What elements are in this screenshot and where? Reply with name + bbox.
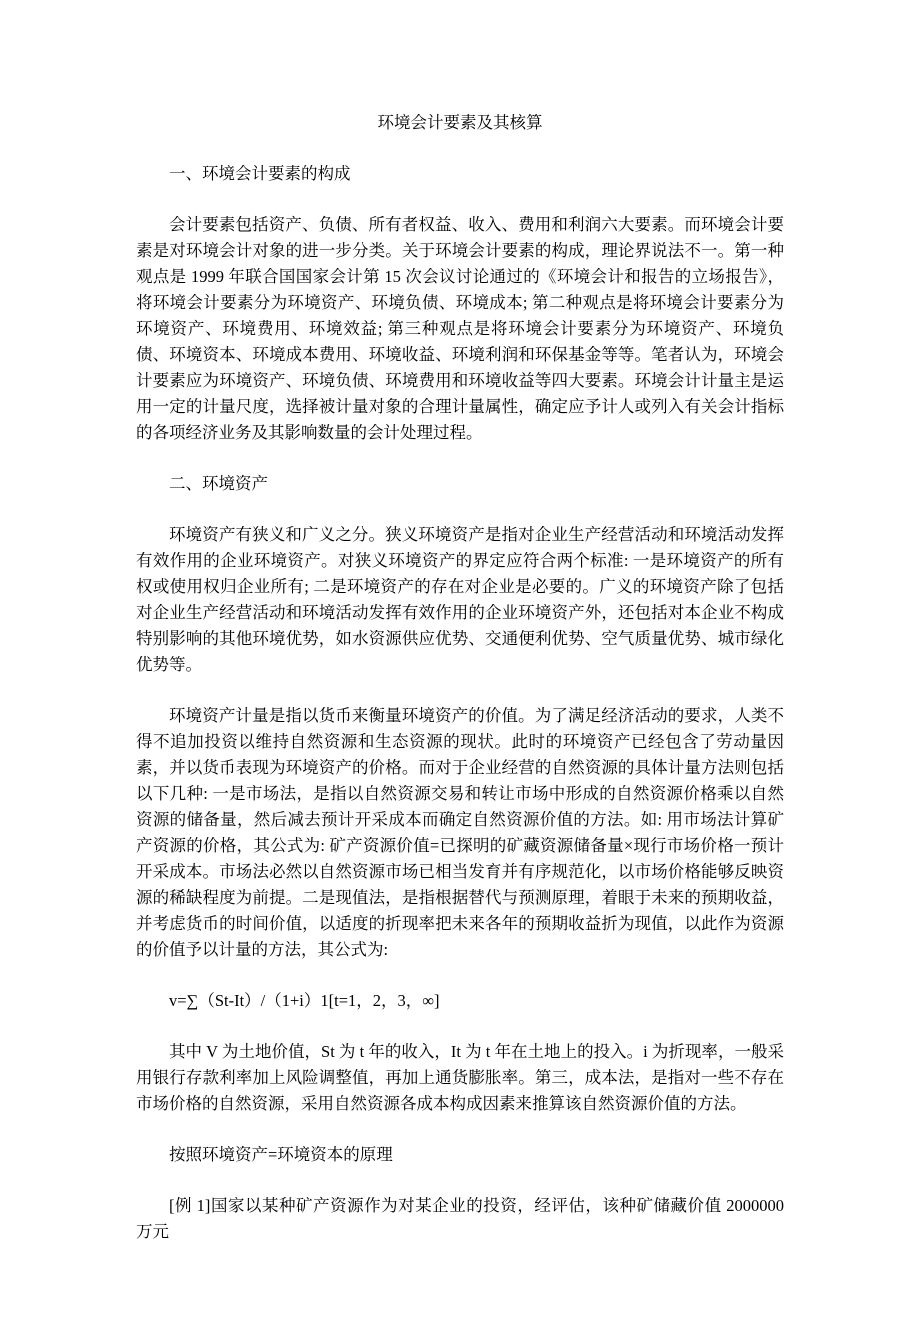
paragraph-formula-explanation: 其中 V 为土地价值，St 为 t 年的收入，It 为 t 年在土地上的投入。i 为折现率，一般采用银行存款利率加上风险调整值，再加上通货膨胀率。第三，成本法，是指对一些不存在市场价格的自然资源，采用自然资源各成本构成因素来推算该自然资源价值的方法。 [136,1042,784,1113]
section-heading-1: 一、环境会计要素的构成 [169,164,351,183]
paragraph-elements-composition: 会计要素包括资产、负债、所有者权益、收入、费用和利润六大要素。而环境会计要素是对环境会计对象的进一步分类。关于环境会计要素的构成，理论界说法不一。第一种观点是 1999 年联合国国家会计第 15 次会议讨论通过的《环境会计和报告的立场报告》，将环境会计要素分为环境资产、环境负债、环境成本; 第二种观点是将环境会计要素分为环境资产、环境费用、环境效益; 第三种观点是将环境会计要素分为环境资产、环境负债、环境资本、环境成本费用、环境收益、环境利润和环保基金等等。笔者认为，环境会计要素应为环境资产、环境负债、环境费用和环境收益等四大要素。环境会计计量主是运用一定的计量尺度，选择被计量对象的合理计量属性，确定应予计人或列入有关会计指标的各项经济业务及其影响数量的会计处理过程。 [136,215,784,442]
paragraph-example-1: [例 1]国家以某种矿产资源作为对某企业的投资，经评估，该种矿储藏价值 2000000 万元 [136,1196,784,1241]
paragraph-principle: 按照环境资产=环境资本的原理 [169,1145,393,1164]
section-heading-2: 二、环境资产 [169,474,268,493]
formula-line: v=∑（St-It）/（1+i）1[t=1，2，3，∞] [169,991,440,1010]
document-title: 环境会计要素及其核算 [377,113,543,132]
paragraph-environmental-assets-definition: 环境资产有狭义和广义之分。狭义环境资产是指对企业生产经营活动和环境活动发挥有效作用的企业环境资产。对狭义环境资产的界定应符合两个标准: 一是环境资产的所有权或使用权归企业所有; 二是环境资产的存在对企业是必要的。广义的环境资产除了包括对企业生产经营活动和环境活动发挥有效作用的企业环境资产外，还包括对本企业不构成特别影响的其他环境优势，如水资源供应优势、交通便利优势、空气质量优势、城市绿化优势等。 [136,525,784,674]
paragraph-measurement-methods: 环境资产计量是指以货币来衡量环境资产的价值。为了满足经济活动的要求，人类不得不追加投资以维持自然资源和生态资源的现状。此时的环境资产已经包含了劳动量因素，并以货币表现为环境资产的价格。而对于企业经营的自然资源的具体计量方法则包括以下几种: 一是市场法，是指以自然资源交易和转让市场中形成的自然资源价格乘以自然资源的储备量，然后减去预计开采成本而确定自然资源价值的方法。如: 用市场法计算矿产资源的价格，其公式为: 矿产资源价值=已探明的矿藏资源储备量×现行市场价格一预计开采成本。市场法必然以自然资源市场已相当发育并有序规范化，以市场价格能够反映资源的稀缺程度为前提。二是现值法，是指根据替代与预测原理，着眼于未来的预期收益，并考虑货币的时间价值，以适度的折现率把未来各年的预期收益折为现值，以此作为资源的价值予以计量的方法，其公式为: [136,706,784,959]
